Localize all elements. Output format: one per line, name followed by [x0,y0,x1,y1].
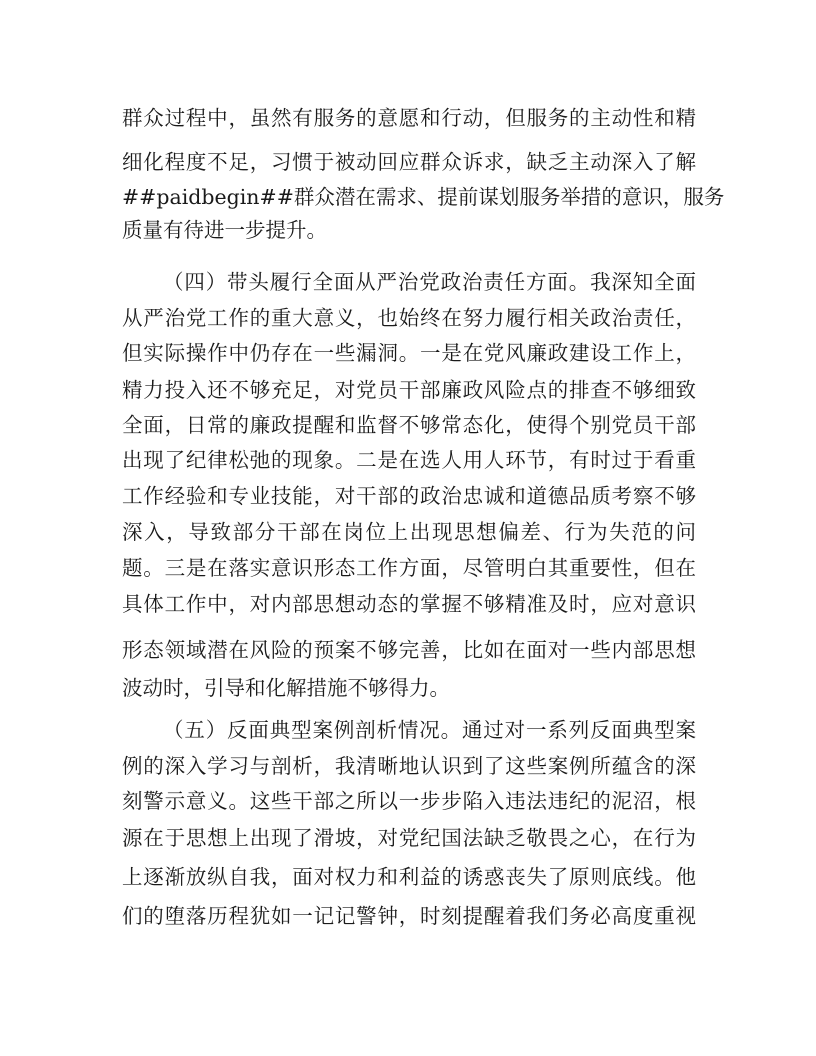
text-line: 从严治党工作的重大意义，也始终在努力履行相关政治责任， [122,306,696,330]
text-line: 具体工作中，对内部思想动态的掌握不够精准及时，应对意识 [122,592,696,616]
text-line: 波动时，引导和化解措施不够得力。 [122,676,450,700]
text-line: 但实际操作中仍存在一些漏洞。一是在党风廉政建设工作上， [122,341,696,365]
section-heading-line: （四）带头履行全面从严治党政治责任方面。我深知全面 [163,270,696,294]
text-line: 们的堕落历程犹如一记记警钟，时刻提醒着我们务必高度重视 [122,904,696,928]
text-line: 全面，日常的廉政提醒和监督不够常态化，使得个别党员干部 [122,413,696,437]
text-line: 题。三是在落实意识形态工作方面，尽管明白其重要性，但在 [122,556,696,580]
text-line: 上逐渐放纵自我，面对权力和利益的诱惑丧失了原则底线。他 [122,865,696,889]
text-line: 质量有待进一步提升。 [122,218,327,242]
text-line: 出现了纪律松弛的现象。二是在选人用人环节，有时过于看重 [122,448,696,472]
text-line: 工作经验和专业技能，对干部的政治忠诚和道德品质考察不够 [122,484,696,508]
text-line: 源在于思想上出现了滑坡，对党纪国法缺乏敬畏之心，在行为 [122,826,696,850]
text-line: 群众过程中，虽然有服务的意愿和行动，但服务的主动性和精 [122,106,696,130]
text-line: ##paidbegin##群众潜在需求、提前谋划服务举措的意识，服务 [122,185,725,209]
text-line: 深入，导致部分干部在岗位上出现思想偏差、行为失范的问 [122,520,696,544]
text-line: 刻警示意义。这些干部之所以一步步陷入违法违纪的泥沼，根 [122,789,696,813]
text-line: 细化程度不足，习惯于被动回应群众诉求，缺乏主动深入了解 [122,150,696,174]
text-line: 精力投入还不够充足，对党员干部廉政风险点的排查不够细致 [122,378,696,402]
section-heading-line: （五）反面典型案例剖析情况。通过对一系列反面典型案 [163,718,696,742]
text-line: 例的深入学习与剖析，我清晰地认识到了这些案例所蕴含的深 [122,754,696,778]
text-line: 形态领域潜在风险的预案不够完善，比如在面对一些内部思想 [122,638,696,662]
